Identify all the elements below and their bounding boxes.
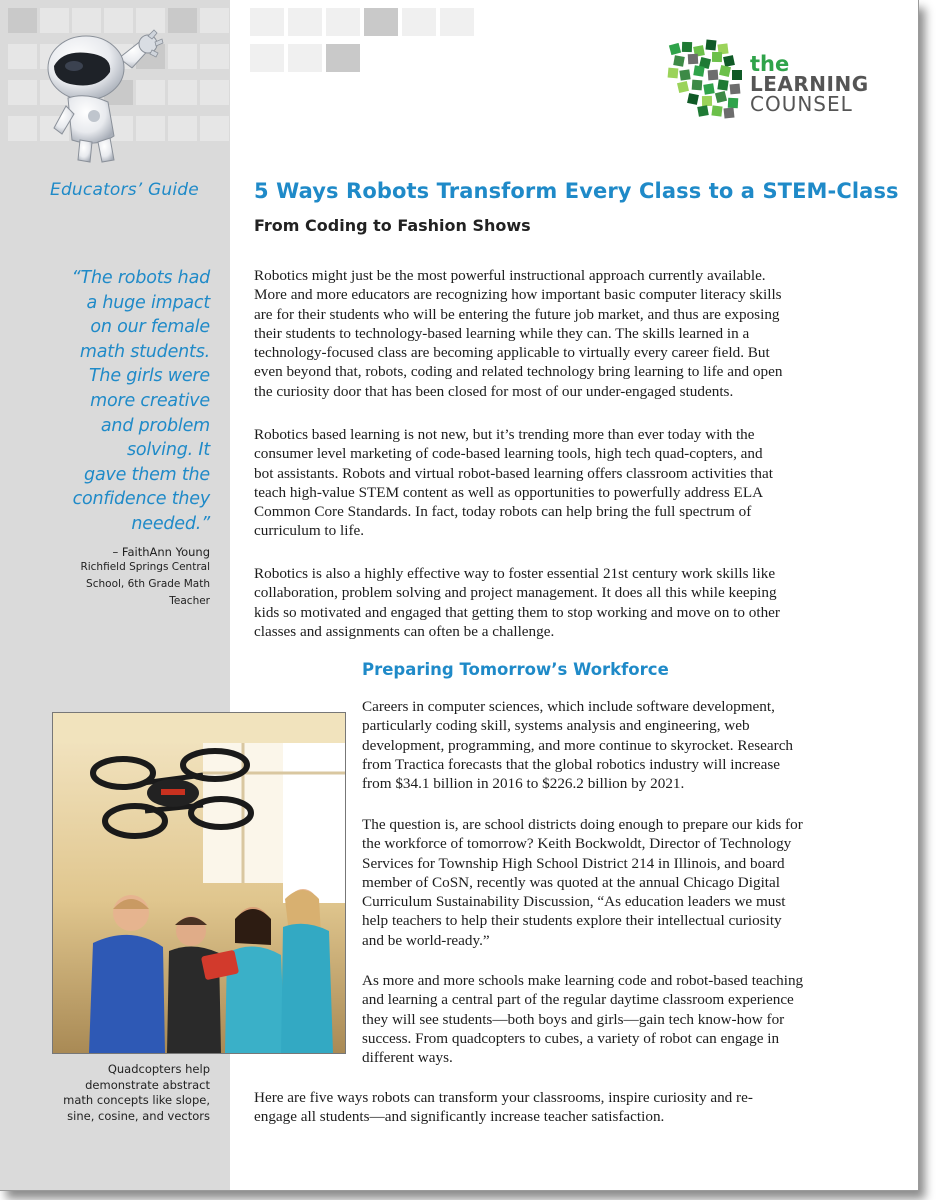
text-line: member of CoSN, recently was quoted at the annual Chicago Digital	[362, 873, 780, 891]
text-line: Robotics is also a highly effective way to foster essential 21st century work skills like	[254, 565, 776, 582]
educators-guide-label: Educators’ Guide	[50, 180, 199, 200]
header-tile	[200, 44, 229, 69]
article-title: 5 Ways Robots Transform Every Class to a STEM-Class	[254, 179, 899, 203]
logo-mosaic-icon	[668, 40, 748, 118]
paragraph-3	[254, 564, 874, 641]
text-line: even beyond that, robots, coding and related technology bring learning to life and open	[254, 363, 783, 381]
text-line: consumer level marketing of code-based learning tools, high tech quad-copters, and	[254, 445, 763, 463]
logo-square	[712, 52, 722, 62]
photo-caption	[52, 1062, 210, 1124]
text-line: More and more educators are recognizing how important basic computer literacy skills	[254, 286, 782, 304]
header-tile	[250, 44, 284, 72]
text-line: classes and assignments can often be a challenge.	[254, 622, 555, 640]
header-tile	[288, 44, 322, 72]
header-tile	[250, 8, 284, 36]
logo-text-the: the	[750, 52, 790, 76]
text-line: gave them the	[84, 464, 210, 485]
header-tile	[440, 8, 474, 36]
logo-square	[706, 40, 717, 51]
quote-author: – FaithAnn Young	[112, 545, 210, 559]
header-tile	[200, 116, 229, 141]
text-line: from $34.1 billion in 2016 to $226.2 billion by 2021.	[362, 775, 685, 793]
text-line: The question is, are school districts doing enough to prepare our kids for	[362, 816, 803, 833]
article-subtitle: From Coding to Fashion Shows	[254, 216, 531, 235]
text-line: engage all students—and significantly increase teacher satisfaction.	[254, 1108, 665, 1126]
logo-square	[668, 68, 679, 79]
text-line: As more and more schools make learning code and robot-based teaching	[362, 972, 804, 989]
logo-square	[717, 79, 728, 90]
text-line: bot assistants. Robots and virtual robot-based learning offers classroom activities that	[254, 464, 773, 482]
text-line: “The robots had	[71, 268, 210, 288]
logo-square	[732, 70, 742, 80]
text-line: the workforce of tomorrow? Keith Bockwoldt, Director of Technology	[362, 835, 792, 853]
logo-square	[724, 108, 735, 119]
text-line: are for their students who will be entering the future job market, and thus are exposing	[254, 305, 780, 323]
header-tile	[288, 8, 322, 36]
text-line: and be world-ready.”	[362, 931, 490, 949]
text-line: help teachers to help their students explore their intellectual curiosity	[362, 912, 782, 930]
text-line: math concepts like slope,	[63, 1093, 210, 1107]
paragraph-5	[362, 815, 874, 950]
text-line: The girls were	[88, 366, 210, 387]
logo-square	[687, 93, 699, 105]
header-tile	[326, 44, 360, 72]
text-line: Richfield Springs Central	[80, 561, 210, 573]
text-line: on our female	[90, 317, 210, 338]
text-line: they will see students—both boys and girls—gain tech know-how for	[362, 1010, 785, 1028]
section-heading: Preparing Tomorrow’s Workforce	[362, 660, 669, 679]
paragraph-4	[362, 697, 874, 793]
logo-text-learning: LEARNING	[750, 72, 869, 96]
text-line: and learning a central part of the regular daytime classroom experience	[362, 991, 794, 1009]
header-tile	[200, 80, 229, 105]
logo-square	[730, 84, 741, 95]
logo-square	[677, 81, 689, 93]
text-line: needed.”	[131, 513, 210, 534]
text-line: Quadcopters help	[107, 1062, 210, 1076]
text-line: their students to technology-based learning while they can. The skills learned in a	[254, 324, 750, 342]
text-line: Here are five ways robots can transform your classrooms, inspire curiosity and re-	[254, 1089, 753, 1106]
header-tile	[200, 8, 229, 33]
logo-square	[692, 80, 703, 91]
logo-square	[703, 83, 714, 94]
text-line: teach high-value STEM content as well as opportunities to powerfully address ELA	[254, 483, 764, 501]
text-line: Robotics based learning is not new, but it’s trending more than ever today with the	[254, 426, 755, 443]
text-line: School, 6th Grade Math	[86, 578, 210, 590]
text-line: confidence they	[72, 489, 210, 510]
paragraph-1	[254, 266, 874, 401]
paragraph-2	[254, 425, 874, 541]
text-line: different ways.	[362, 1049, 453, 1067]
pull-quote	[40, 266, 210, 537]
text-line: math students.	[79, 341, 210, 362]
text-line: Services for Township High School District 214 in Illinois, and board	[362, 854, 785, 872]
text-line: particularly coding skill, systems analysis and engineering, web	[362, 717, 750, 735]
logo-square	[673, 55, 685, 67]
text-line: more creative	[90, 390, 210, 411]
paragraph-7	[254, 1088, 874, 1127]
learning-counsel-logo	[668, 40, 878, 118]
logo-square	[679, 69, 690, 80]
text-line: curriculum to life.	[254, 522, 365, 540]
logo-square	[688, 54, 699, 65]
text-line: Teacher	[169, 595, 210, 607]
text-line: a huge impact	[86, 292, 210, 313]
header-tile	[364, 8, 398, 36]
text-line: kids so motivated and engaged that getting them to stop working and move on to other	[254, 603, 780, 621]
text-line: technology-focused class are becoming applicable to virtually every career field. But	[254, 344, 770, 362]
text-line: Curriculum Sustainability Discussion, “As education leaders we must	[362, 893, 786, 911]
logo-square	[682, 42, 692, 52]
text-line: solving. It	[126, 440, 210, 461]
logo-text-counsel: COUNSEL	[750, 92, 853, 116]
text-line: sine, cosine, and vectors	[67, 1108, 210, 1123]
logo-square	[719, 65, 731, 77]
quadcopter-classroom-photo	[52, 712, 346, 1054]
logo-square	[708, 70, 719, 81]
text-line: collaboration, problem solving and project management. It does all this while keeping	[254, 584, 777, 602]
logo-square	[693, 65, 704, 76]
text-line: development, programming, and more continue to skyrocket. Research	[362, 736, 794, 754]
logo-square	[711, 105, 722, 116]
text-line: success. From quadcopters to cubes, a variety of robot can engage in	[362, 1029, 780, 1047]
text-line: Common Core Standards. In fact, today robots can help bring the full spectrum of	[254, 503, 752, 521]
paragraph-6	[362, 971, 874, 1067]
logo-square	[697, 105, 709, 117]
text-line: from Tractica forecasts that the global robotics industry will increase	[362, 755, 780, 773]
header-tile	[326, 8, 360, 36]
logo-square	[669, 43, 681, 55]
logo-square	[715, 91, 727, 103]
text-line: the curiosity door that has been closed for most of our under-engaged students.	[254, 382, 734, 400]
text-line: and problem	[100, 415, 210, 436]
robot-illustration	[24, 18, 184, 168]
text-line: demonstrate abstract	[85, 1077, 210, 1092]
text-line: Robotics might just be the most powerful instructional approach currently available.	[254, 267, 766, 284]
header-tile	[402, 8, 436, 36]
quote-affiliation	[50, 559, 210, 610]
text-line: Careers in computer sciences, which include software development,	[362, 698, 775, 715]
